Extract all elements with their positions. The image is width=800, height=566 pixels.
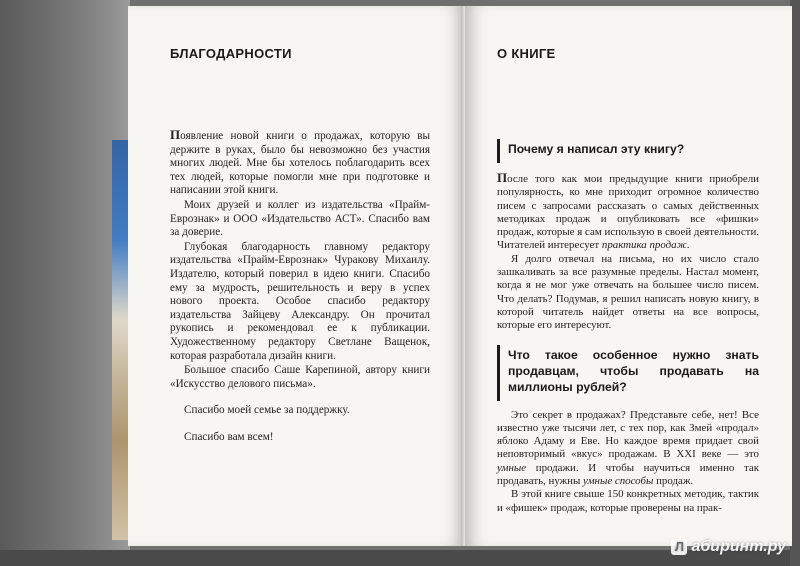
paragraph-text: оявление новой книги о продажах, которую вы держите в руках, было бы невозможно без участия многих людей. Мне бы хотелось поблагодарить всех тех людей, которые помогли мне при подготовке и написании этой книги. [170, 130, 430, 197]
page-title-acknowledgements: БЛАГОДАРНОСТИ [170, 46, 292, 61]
emphasis: умные способы [583, 475, 654, 488]
paragraph-thanks-all: Спасибо вам всем! [184, 430, 274, 443]
paragraph: Я долго отвечал на письма, но их число стало зашкаливать за все разумные пределы. Настал момент, когда я не мог уже отвечать на большее число писем. Что делать? Подумав, я решил написать новую книгу, в которой читатель найдет ответы на все вопросы, которые его интересуют. [497, 252, 759, 332]
bleed-through-text [278, 46, 438, 58]
paragraph-text: осле того как мои предыдущие книги приобрели популярность, ко мне приходит огромное количество писем с запросами рассказать о самых действенных методиках продаж и опубликовать все «фишки» продаж, которые я сам использую в своей деятельности. Читателей интересует [497, 173, 759, 252]
paragraph-text: продаж. [656, 475, 694, 488]
paragraph: Глубокая благодарность главному редактору издательства «Прайм-Еврознак» Чуракову Михаилу. Издателю, который поверил в идею книги. Спасибо ему за мудрость, решительность и веру в успех нового проекта. Особое спасибо редактору издательства Зайцеву Александру. Он прочитал рукопись и рекомендовал ее к публикации. Художественному редактору Светлане Ващенок, которая разработала дизайн книги. [170, 240, 430, 362]
paragraph-text: продажи. И чтобы научиться именно так продавать, нужны [497, 461, 759, 488]
paragraph [170, 128, 430, 198]
paragraph: Большое спасибо Саше Карепиной, автору книги «Искусство делового письма». [170, 364, 430, 390]
acknowledgements-body [170, 128, 430, 445]
paragraph: После того как мои предыдущие книги приобрели популярность, ко мне приходит огромное количество писем с запросами рассказать о самых действенных методиках продаж и опубликовать все «фишки» продаж, которые я сам использую в своей деятельности. Читателей интересует практика продаж. [497, 170, 759, 252]
scanner-background-left [0, 0, 130, 566]
labirint-watermark [671, 538, 786, 556]
labirint-logo-icon: Л [671, 539, 687, 555]
page-title-about-book: О КНИГЕ [497, 46, 556, 61]
initial-letter: П [170, 127, 181, 142]
emphasis: умные [497, 461, 527, 474]
watermark-text: абиринт.ру [691, 538, 786, 555]
section-heading-why: Почему я написал эту книгу? [497, 139, 759, 163]
paragraph: Моих друзей и коллег из издательства «Прайм-Еврознак» и ООО «Издательство АСТ». Спасибо вам за доверие. [170, 198, 430, 239]
paragraph-text: Это секрет в продажах? Представьте себе, нет! Все известно уже тысячи лет, с тех пор, как Змей «продал» яблоко Адаму и Еве. Но каждое время придает свой неповторимый «вкус» продажам. В XXI веке — это [497, 408, 759, 461]
section-heading-what-special: Что такое особенное нужно знать продавцам, чтобы продавать на миллионы рублей? [497, 345, 759, 401]
paragraph [497, 409, 759, 489]
about-book-body [497, 139, 759, 515]
left-page [128, 6, 465, 546]
paragraph: В этой книге свыше 150 конкретных методик, тактик и «фишек» продаж, которые проверены на прак- [497, 488, 759, 514]
right-page [465, 6, 792, 546]
initial-letter: П [497, 170, 508, 185]
paragraph-family: Спасибо моей семье за поддержку. [184, 404, 350, 417]
emphasis: практика продаж [601, 239, 687, 252]
